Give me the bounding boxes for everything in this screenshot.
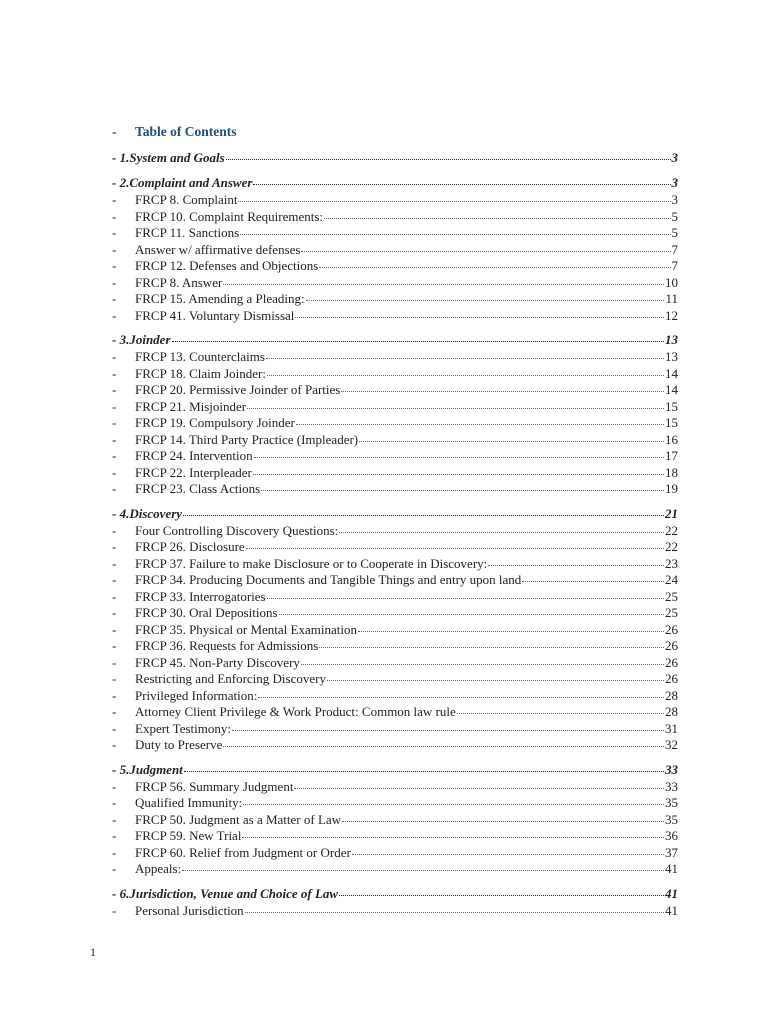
entry-page-number: 12 (665, 307, 678, 323)
entry-label: FRCP 8. Answer (135, 274, 223, 290)
dot-leader (294, 788, 664, 789)
dot-leader (223, 284, 664, 285)
entry-page-number: 15 (665, 415, 678, 430)
entry-label: FRCP 23. Class Actions (135, 481, 261, 496)
entry-page-number: 10 (665, 274, 678, 290)
entry-page-number: 7 (671, 241, 678, 257)
entry-label: Privileged Information: (135, 687, 258, 703)
section-page-number: 33 (665, 761, 678, 777)
entry-label: FRCP 26. Disclosure (135, 539, 245, 554)
toc-entry[interactable] (112, 845, 678, 862)
bullet-dash: - (112, 588, 117, 604)
dot-leader (339, 895, 664, 896)
bullet-dash: - (112, 448, 117, 463)
entry-page-number: 41 (665, 902, 678, 918)
dot-leader (301, 664, 664, 665)
entry-page-number: 3 (671, 192, 678, 207)
dot-leader (266, 358, 664, 359)
toc-entry[interactable] (112, 192, 678, 209)
entry-page-number: 26 (665, 671, 678, 686)
bullet-dash: - (112, 539, 117, 554)
entry-label: FRCP 56. Summary Judgment (135, 778, 294, 794)
entry-label: FRCP 34. Producing Documents and Tangible Things and entry upon land (135, 572, 522, 587)
entry-page-number: 32 (665, 737, 678, 752)
section-title: Complaint and Answer (129, 175, 253, 190)
toc-entry[interactable] (112, 349, 678, 366)
dot-leader (258, 697, 664, 698)
entry-page-number: 22 (665, 539, 678, 554)
dot-leader (267, 598, 664, 599)
dot-leader (341, 391, 664, 392)
entry-page-number: 18 (665, 464, 678, 480)
toc-entry[interactable] (112, 704, 678, 721)
dot-leader (319, 267, 670, 268)
entry-label: FRCP 30. Oral Depositions (135, 605, 278, 620)
entry-page-number: 33 (665, 778, 678, 794)
toc-entry[interactable] (112, 481, 678, 498)
entry-label: Duty to Preserve (135, 737, 223, 752)
bullet-dash: - (112, 415, 117, 430)
bullet-dash: - (112, 844, 117, 860)
entry-label: FRCP 36. Requests for Admissions (135, 638, 319, 653)
entry-page-number: 11 (665, 291, 678, 306)
bullet-dash: - (112, 737, 117, 752)
toc-entry[interactable] (112, 399, 678, 416)
section-page-number: 3 (671, 150, 678, 165)
dot-leader (261, 490, 664, 491)
entry-label: Four Controlling Discovery Questions: (135, 522, 339, 538)
entry-page-number: 36 (665, 828, 678, 843)
bullet-dash: - (112, 382, 117, 397)
bullet-dash: - (112, 464, 117, 480)
toc-entry[interactable] (112, 432, 678, 449)
toc-entry[interactable] (112, 291, 678, 308)
entry-label: FRCP 11. Sanctions (135, 225, 240, 240)
section-title: Judgment (129, 761, 183, 777)
dot-leader (238, 201, 670, 202)
bullet-dash: - (112, 307, 117, 323)
bullet-dash: - (112, 398, 117, 414)
entry-label: Qualified Immunity: (135, 795, 243, 810)
toc-entry[interactable] (112, 812, 678, 829)
toc-entry[interactable] (112, 828, 678, 845)
toc-entry[interactable] (112, 779, 678, 796)
toc-section-heading[interactable] (112, 150, 678, 167)
entry-page-number: 26 (665, 654, 678, 670)
dot-leader (327, 680, 664, 681)
dot-leader (295, 317, 664, 318)
entry-label: FRCP 24. Intervention (135, 448, 253, 463)
dot-leader (172, 341, 664, 342)
bullet-dash: - (112, 522, 117, 538)
entry-page-number: 28 (665, 687, 678, 703)
section-number: - 3. (112, 332, 130, 347)
entry-label: Restricting and Enforcing Discovery (135, 671, 326, 686)
bullet-dash: - (112, 274, 117, 290)
toc-title-row (112, 123, 678, 141)
toc-entry[interactable] (112, 903, 678, 920)
toc-entry[interactable] (112, 523, 678, 540)
entry-page-number: 19 (665, 481, 678, 496)
section-number: - 4. (112, 505, 130, 521)
section-number: - 6. (112, 885, 130, 901)
bullet-dash: - (112, 481, 117, 496)
section-page-number: 21 (665, 505, 678, 521)
toc-entry[interactable] (112, 539, 678, 556)
entry-label: FRCP 50. Judgment as a Matter of Law (135, 811, 342, 827)
bullet-dash: - (112, 258, 117, 273)
entry-label: FRCP 59. New Trial (135, 828, 242, 843)
bullet-dash: - (112, 795, 117, 810)
entry-label: FRCP 22. Interpleader (135, 464, 252, 480)
table-of-contents (112, 150, 678, 919)
bullet-dash: - (112, 349, 117, 364)
entry-page-number: 28 (665, 704, 678, 719)
section-title: System and Goals (129, 150, 225, 165)
bullet-dash: - (112, 225, 117, 240)
toc-section-heading[interactable] (112, 506, 678, 523)
section-title: Joinder (129, 332, 171, 347)
entry-label: Personal Jurisdiction (135, 902, 244, 918)
toc-section-heading[interactable] (112, 175, 678, 192)
toc-entry[interactable] (112, 415, 678, 432)
dot-leader (339, 532, 664, 533)
toc-entry[interactable] (112, 671, 678, 688)
section-page-number: 3 (671, 175, 678, 190)
bullet-dash: - (112, 365, 117, 381)
dot-leader (359, 441, 664, 442)
entry-label: FRCP 14. Third Party Practice (Impleader) (135, 431, 359, 447)
bullet-dash: - (112, 687, 117, 703)
dot-leader (324, 218, 670, 219)
toc-entry[interactable] (112, 572, 678, 589)
dot-leader (242, 837, 664, 838)
entry-label: FRCP 13. Counterclaims (135, 349, 265, 364)
dot-leader (522, 581, 664, 582)
dot-leader (240, 234, 670, 235)
toc-entry[interactable] (112, 242, 678, 259)
entry-page-number: 5 (671, 225, 678, 240)
entry-page-number: 35 (665, 811, 678, 827)
toc-section-heading[interactable] (112, 762, 678, 779)
bullet-dash: - (112, 555, 117, 571)
entry-label: FRCP 45. Non-Party Discovery (135, 654, 300, 670)
entry-page-number: 16 (665, 431, 678, 447)
entry-page-number: 13 (665, 349, 678, 364)
bullet-dash: - (112, 654, 117, 670)
entry-label: FRCP 12. Defenses and Objections (135, 258, 319, 273)
entry-label: FRCP 35. Physical or Mental Examination (135, 621, 357, 637)
toc-entry[interactable] (112, 382, 678, 399)
entry-page-number: 25 (665, 605, 678, 620)
bullet-dash: - (112, 208, 117, 224)
dot-leader (279, 614, 664, 615)
toc-section-heading[interactable] (112, 886, 678, 903)
toc-entry[interactable] (112, 556, 678, 573)
entry-label: Appeals: (135, 861, 182, 876)
dot-leader (296, 424, 664, 425)
dot-leader (488, 565, 664, 566)
section-page-number: 13 (665, 332, 678, 347)
toc-entry[interactable] (112, 605, 678, 622)
toc-entry[interactable] (112, 795, 678, 812)
bullet-dash: - (112, 621, 117, 637)
dot-leader (243, 804, 664, 805)
dot-leader (254, 457, 664, 458)
bullet-dash: - (112, 704, 117, 719)
dot-leader (183, 515, 664, 516)
toc-entry[interactable] (112, 308, 678, 325)
entry-label: FRCP 60. Relief from Judgment or Order (135, 844, 351, 860)
toc-entry[interactable] (112, 688, 678, 705)
dot-leader (352, 854, 664, 855)
entry-page-number: 37 (665, 844, 678, 860)
bullet-dash: - (112, 241, 117, 257)
bullet-dash: - (112, 572, 117, 587)
entry-label: FRCP 20. Permissive Joinder of Parties (135, 382, 341, 397)
toc-section-heading[interactable] (112, 332, 678, 349)
entry-page-number: 5 (671, 208, 678, 224)
section-title: Discovery (129, 505, 183, 521)
entry-label: FRCP 8. Complaint (135, 192, 238, 207)
entry-label: FRCP 15. Amending a Pleading: (135, 291, 305, 306)
section-page-number: 41 (665, 885, 678, 901)
entry-page-number: 41 (665, 861, 678, 876)
dot-leader (301, 251, 670, 252)
bullet-dash: - (112, 828, 117, 843)
dot-leader (253, 474, 664, 475)
bullet-dash: - (112, 902, 117, 918)
entry-label: FRCP 41. Voluntary Dismissal (135, 307, 295, 323)
entry-label: FRCP 21. Misjoinder (135, 398, 247, 414)
toc-entry[interactable] (112, 721, 678, 738)
toc-entry[interactable] (112, 589, 678, 606)
toc-entry[interactable] (112, 209, 678, 226)
toc-title: Table of Contents (135, 124, 237, 139)
entry-page-number: 26 (665, 638, 678, 653)
bullet-dash: - (112, 291, 117, 306)
section-number: - 1. (112, 150, 130, 165)
bullet-dash: - (112, 638, 117, 653)
dot-leader (246, 548, 664, 549)
bullet-dash: - (112, 605, 117, 620)
toc-entry[interactable] (112, 448, 678, 465)
entry-page-number: 31 (665, 720, 678, 736)
dot-leader (247, 408, 664, 409)
entry-page-number: 15 (665, 398, 678, 414)
bullet-dash: - (112, 431, 117, 447)
toc-entry[interactable] (112, 275, 678, 292)
dot-leader (358, 631, 664, 632)
dot-leader (184, 771, 664, 772)
toc-entry[interactable] (112, 737, 678, 754)
toc-entry[interactable] (112, 366, 678, 383)
dot-leader (319, 647, 664, 648)
entry-label: Answer w/ affirmative defenses (135, 241, 301, 257)
dot-leader (245, 912, 664, 913)
section-title: Jurisdiction, Venue and Choice of Law (129, 885, 339, 901)
entry-label: FRCP 19. Compulsory Joinder (135, 415, 295, 430)
entry-page-number: 14 (665, 365, 678, 381)
toc-entry[interactable] (112, 465, 678, 482)
entry-page-number: 26 (665, 621, 678, 637)
dot-leader (253, 184, 670, 185)
bullet-dash: - (112, 720, 117, 736)
dot-leader (306, 300, 665, 301)
toc-entry[interactable] (112, 622, 678, 639)
entry-page-number: 7 (671, 258, 678, 273)
entry-label: FRCP 37. Failure to make Disclosure or to Cooperate in Discovery: (135, 555, 488, 571)
dot-leader (342, 821, 664, 822)
toc-entry[interactable] (112, 225, 678, 242)
entry-page-number: 17 (665, 448, 678, 463)
entry-page-number: 22 (665, 522, 678, 538)
entry-page-number: 25 (665, 588, 678, 604)
bullet-dash: - (112, 861, 117, 876)
toc-entry[interactable] (112, 638, 678, 655)
bullet-dash: - (112, 192, 117, 207)
toc-entry[interactable] (112, 861, 678, 878)
dot-leader (182, 870, 664, 871)
entry-label: FRCP 10. Complaint Requirements: (135, 208, 324, 224)
footer-page-number: 1 (90, 945, 96, 959)
dot-leader (457, 713, 664, 714)
entry-label: Attorney Client Privilege & Work Product: Common law rule (135, 704, 456, 719)
dot-leader (223, 746, 664, 747)
bullet-dash: - (112, 671, 117, 686)
dot-leader (226, 159, 671, 160)
bullet-dash: - (112, 124, 117, 139)
entry-label: Expert Testimony: (135, 720, 231, 736)
entry-page-number: 35 (665, 795, 678, 810)
dot-leader (232, 730, 664, 731)
toc-entry[interactable] (112, 258, 678, 275)
section-number: - 5. (112, 761, 130, 777)
section-number: - 2. (112, 175, 130, 190)
entry-page-number: 14 (665, 382, 678, 397)
bullet-dash: - (112, 778, 117, 794)
entry-page-number: 23 (665, 555, 678, 571)
toc-entry[interactable] (112, 655, 678, 672)
entry-label: FRCP 18. Claim Joinder: (135, 365, 266, 381)
dot-leader (267, 375, 664, 376)
entry-label: FRCP 33. Interrogatories (135, 588, 266, 604)
bullet-dash: - (112, 811, 117, 827)
entry-page-number: 24 (665, 572, 678, 587)
